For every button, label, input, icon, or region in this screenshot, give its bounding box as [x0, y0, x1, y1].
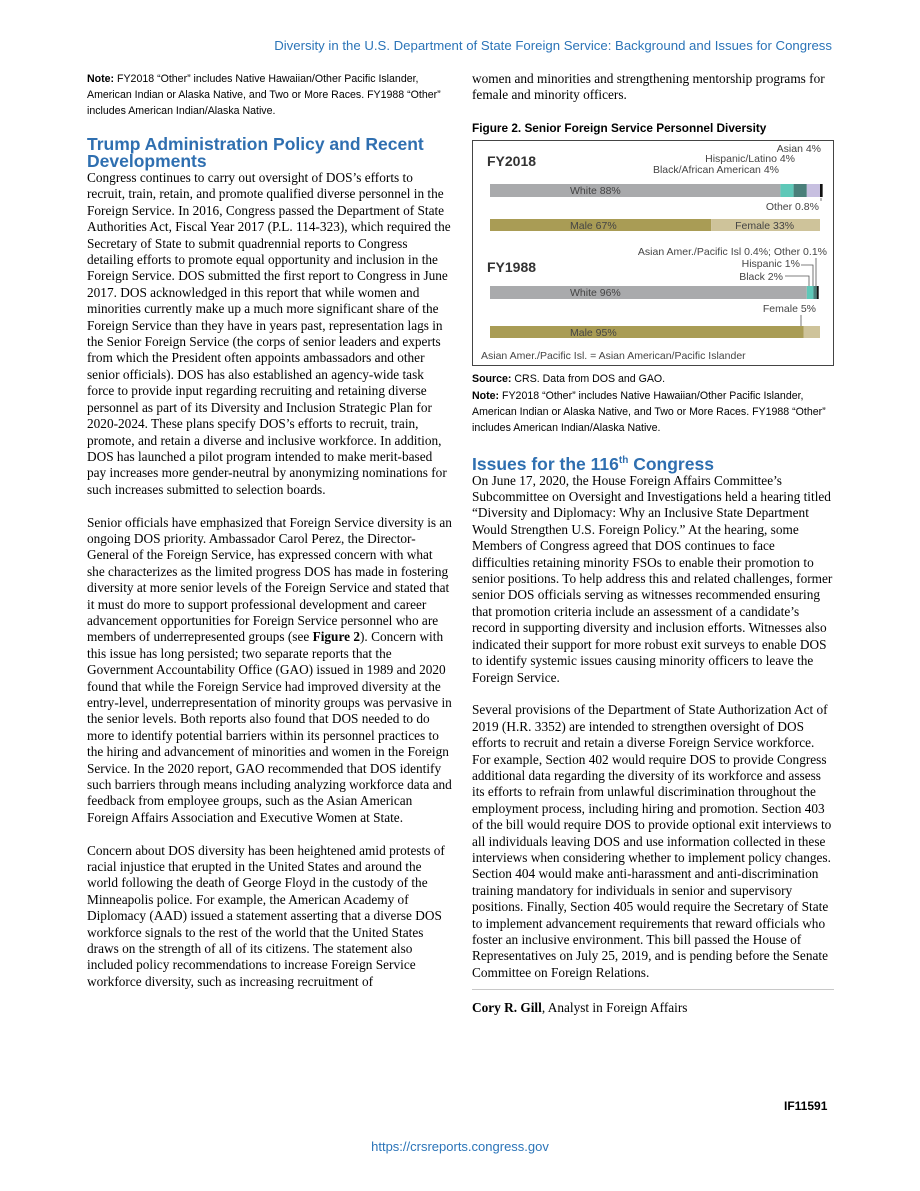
- source-text: CRS. Data from DOS and GAO.: [511, 372, 666, 385]
- note-label: Note:: [472, 389, 500, 402]
- figure-title: Figure 2. Senior Foreign Service Personnel Diversity: [472, 120, 767, 135]
- paragraph: Congress continues to carry out oversight of DOS’s efforts to recruit, train, retain, and promote qualified diverse personnel in the Foreign Service. In 2016, Congress passed the Department of State Authorities Act, Fiscal Year 2017 (P.L. 114-323), which required the Secretary of State to submit quadrennial reports to Congress detailing efforts to promote equal opportunity and inclusion in the Foreign Service. DOS submitted the first report to Congress in June 2017. DOS acknowledged in this report that while women and minorities currently make up a much more significant share of the Foreign Service than they have in years past, representation lags in the Senior Foreign Service (the corps of senior leaders and experts from which the President often appoints ambassadors and other senior officials). DOS has also established an agency-wide task force to provide input regarding recruiting and retaining diverse personnel as part of its Diversity and Inclusion Strategic Plan for 2020-2024. These plans specify DOS’s efforts to recruit, train, promote, and retain a diverse and inclusive workforce. In addition, DOS has launched a pilot program intended to make merit-based pay increases more gender-neutral by anonymizing nominations for such increases submitted to selection boards.: [87, 170, 451, 497]
- heading-superscript: th: [618, 454, 629, 466]
- note-text: FY2018 “Other” includes Native Hawaiian/Other Pacific Islander, American Indian or Alaska Native, and Two or More Races. FY1988 “Other” includes American Indian/Alaska Native.: [472, 389, 826, 434]
- left-note: [87, 71, 452, 119]
- race-bar-segment: [817, 286, 819, 299]
- text: ). Concern with this issue has long persisted; two separate reports that the Government Accountability Office (GAO) issued in 1989 and 2020 found that while the Foreign Service had improved diversity at the entry-level, underrepresentation of minority groups was pervasive in the senior levels. Both reports also found that DOS needed to do more to identify potential barriers within its personnel practices to the hiring and advancement of minorities and women in the Foreign Service. In the 2020 report, GAO recommended that DOS identify such barriers through means including analyzing workforce data and feedback from employee groups, such as the Asian American Foreign Affairs Association and Executive Women at State.: [87, 629, 452, 825]
- paragraph: Several provisions of the Department of State Authorization Act of 2019 (H.R. 3352) are intended to strengthen oversight of DOS efforts to recruit and retain a diverse Foreign Service workforce. For example, Section 402 would require DOS to provide Congress additional data regarding the diversity of its workforce and assess its efforts to refrain from unlawful discrimination throughout the employment process, including hiring and promotion. Section 403 of the bill would require DOS to provide optional exit interviews to all individuals leaving DOS and use information collected in these interviews when considering whether to implement policy changes. Section 404 would make anti-harassment and anti-discrimination training mandatory for individuals in senior and supervisory positions. Finally, Section 405 would require the Secretary of State to implement advancement requirements that reward officials who foster an inclusive environment. This bill passed the House of Representatives on July 25, 2019, and is pending before the Senate Committee on Foreign Relations.: [472, 702, 832, 980]
- divider: [472, 989, 834, 990]
- gender-bar-label: Female 33%: [735, 219, 795, 232]
- paragraph: [87, 515, 452, 827]
- section-heading-trump: Trump Administration Policy and Recent Developments: [87, 134, 424, 171]
- source-label: Source:: [472, 372, 512, 385]
- running-header: Diversity in the U.S. Department of State Foreign Service: Background and Issues for Congress: [274, 38, 832, 53]
- panel-year-label: FY2018: [487, 152, 537, 169]
- race-annotation: Black/African American 4%: [652, 163, 779, 176]
- right-column: [472, 71, 834, 1016]
- race-annotation: Asian 4%: [776, 142, 821, 155]
- race-bar-segment: [807, 184, 820, 197]
- gender-bar-label: Male 67%: [570, 219, 617, 232]
- figure-reference: Figure 2: [312, 629, 360, 645]
- left-column: [87, 71, 452, 990]
- chart-svg: [473, 141, 833, 365]
- gender-bar-label: Male 95%: [570, 326, 617, 339]
- paragraph: Concern about DOS diversity has been heightened amid protests of racial injustice that erupted in the United States and around the world following the death of George Floyd in the custody of the Minneapolis police. For example, the American Academy of Diplomacy (AAD) issued a statement asserting that a diverse DOS workforce signals to the rest of the world that the United States draws on the strength of all of its citizens. The statement also included policy recommendations to increase Foreign Service workforce diversity, such as increasing recruitment of: [87, 842, 445, 989]
- note-text: FY2018 “Other” includes Native Hawaiian/Other Pacific Islander, American Indian or Alaska Native, and Two or More Races. FY1988 “Other” includes American Indian/Alaska Native.: [87, 73, 441, 117]
- paragraph-continued: women and minorities and strengthening mentorship programs for female and minority officers.: [472, 71, 825, 103]
- author-title: , Analyst in Foreign Affairs: [541, 1000, 688, 1016]
- chart-footnote: Asian Amer./Pacific Isl. = Asian American/Pacific Islander: [481, 349, 746, 362]
- heading-text: Issues for the 116: [472, 453, 619, 474]
- diversity-chart: [472, 140, 834, 366]
- race-annotation: Asian Amer./Pacific Isl 0.4%; Other 0.1%: [637, 245, 827, 258]
- figure-note: [472, 388, 834, 436]
- annotation-leader: [785, 276, 809, 286]
- race-annotation: Black 2%: [739, 270, 783, 283]
- document-id: IF11591: [784, 1099, 828, 1113]
- annotation-leader: [801, 265, 813, 286]
- race-bar-label: White 88%: [570, 184, 621, 197]
- gender-bar-segment: [490, 326, 804, 338]
- race-bar-segment: [490, 184, 780, 197]
- author-byline: [472, 1000, 834, 1016]
- note-label: Note:: [87, 73, 115, 85]
- race-bar-segment: [780, 184, 793, 197]
- race-bar-segment: [794, 184, 807, 197]
- paragraph: On June 17, 2020, the House Foreign Affairs Committee’s Subcommittee on Oversight and Investigations held a hearing titled “Diversity and Diplomacy: Why an Inclusive State Department Would Strengthen U.S. Foreign Policy.” At the hearing, some Members of Congress agreed that DOS continues to face difficulties retaining minority FSOs to enable their promotion to senior positions. To help address this and related challenges, former senior DOS officials serving as witnesses recommended ensuring that promotion criteria include an assessment of a candidate’s record in supporting diversity and inclusion efforts. Witnesses also indicated their support for more robust exit surveys to enable DOS to identify systemic issues causing minority officers to leave the Foreign Service.: [472, 472, 833, 685]
- gender-bar-segment: [804, 326, 821, 338]
- race-bar-segment: [490, 286, 807, 299]
- author-name: Cory R. Gill: [472, 1000, 542, 1016]
- footer-url[interactable]: https://crsreports.congress.gov: [371, 1139, 549, 1154]
- race-bar-label: White 96%: [570, 286, 621, 299]
- race-bar-segment: [820, 184, 823, 197]
- race-annotation: Hispanic/Latino 4%: [705, 152, 795, 165]
- race-bar-segment: [813, 286, 816, 299]
- heading-text: Congress: [628, 453, 714, 474]
- race-annotation: Other 0.8%: [765, 200, 819, 213]
- race-annotation: Hispanic 1%: [741, 257, 800, 270]
- gender-annotation: Female 5%: [762, 302, 816, 315]
- race-bar-segment: [807, 286, 814, 299]
- text: Senior officials have emphasized that Foreign Service diversity is an ongoing DOS priority. Ambassador Carol Perez, the Director-General of the Foreign Service, has expressed concern with what she characterizes as the limited progress DOS has made in fostering diversity at more senior levels of the Foreign Service and stated that it must do more to support professional development and career advancement opportunities for Foreign Service personnel who are members of underrepresented groups (see: [87, 514, 452, 645]
- figure-source: [472, 371, 834, 387]
- panel-year-label: FY1988: [487, 258, 537, 275]
- section-heading-issues: [472, 452, 834, 473]
